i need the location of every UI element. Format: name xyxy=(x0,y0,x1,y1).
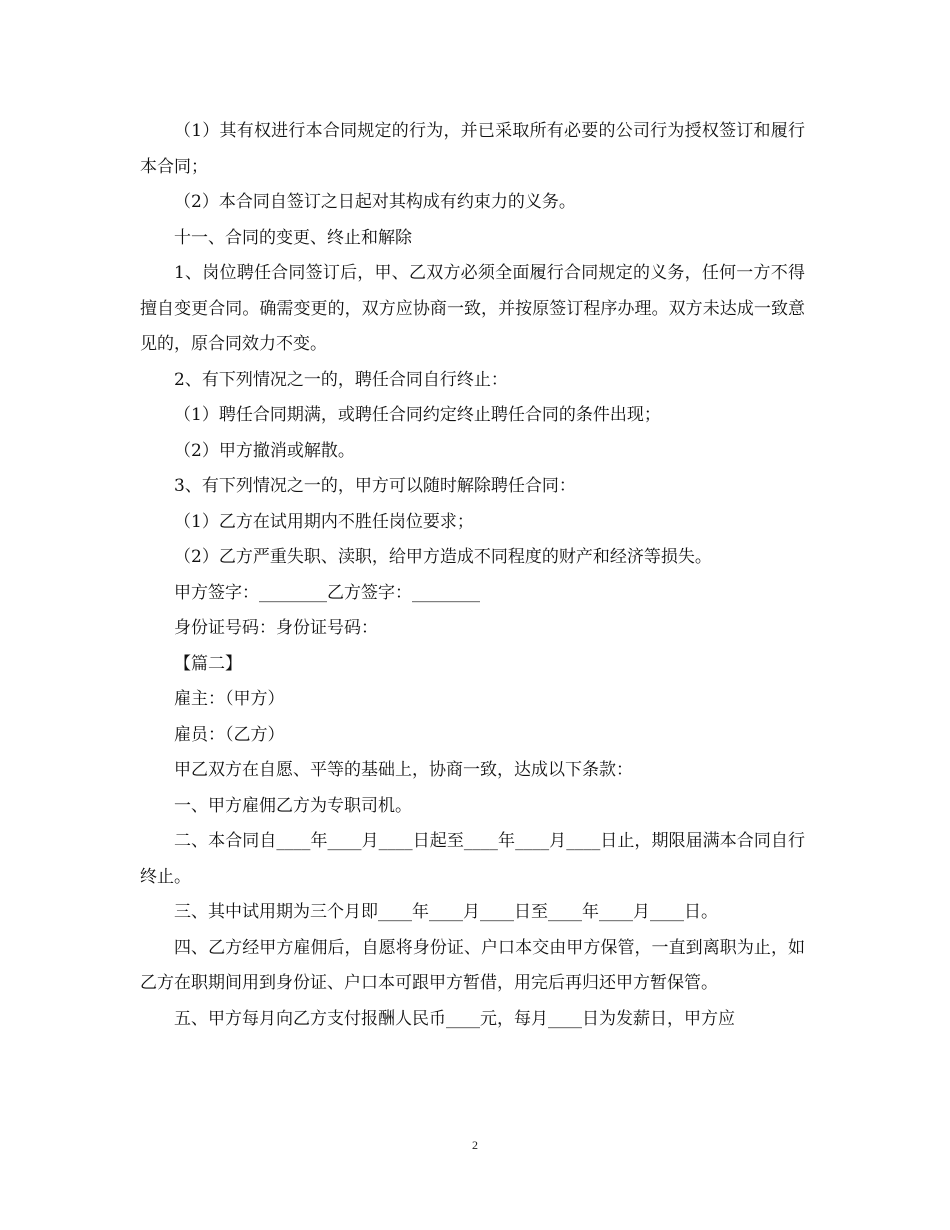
paragraph-4: 1、岗位聘任合同签订后，甲、乙双方必须全面履行合同规定的义务，任何一方不得擅自变更合同。确需变更的，双方应协商一致，并按原签订程序办理。双方未达成一致意见的，原合同效力不变。 xyxy=(140,263,805,354)
clause-three: 三、其中试用期为三个月即____年____月____日至____年____月____日。 xyxy=(174,902,718,922)
document-body xyxy=(140,114,805,1037)
clause-four: 四、乙方经甲方雇佣后，自愿将身份证、户口本交由甲方保管，一直到离职为止，如乙方在职期间用到身份证、户口本可跟甲方暂借，用完后再归还甲方暂保管。 xyxy=(140,937,805,993)
paragraph-9: （1）乙方在试用期内不胜任岗位要求； xyxy=(174,511,474,532)
employee-line: 雇员：（乙方） xyxy=(174,724,285,745)
page-number: 2 xyxy=(472,1138,478,1152)
section-heading-eleven: 十一、合同的变更、终止和解除 xyxy=(174,227,412,248)
employer-line: 雇主：（甲方） xyxy=(174,689,285,709)
paragraph-8: 3、有下列情况之一的，甲方可以随时解除聘任合同： xyxy=(174,476,576,496)
paragraph-5: 2、有下列情况之一的，聘任合同自行终止： xyxy=(174,369,508,390)
paragraph-2: （2）本合同自签订之日起对其构成有约束力的义务。 xyxy=(174,192,576,212)
paragraph-1: （1）其有权进行本合同规定的行为，并已采取所有必要的公司行为授权签订和履行本合同； xyxy=(140,121,805,177)
section-heading-part-two: 【篇二】 xyxy=(174,653,242,674)
paragraph-10: （2）乙方严重失职、渎职，给甲方造成不同程度的财产和经济等损失。 xyxy=(174,547,712,567)
id-number-line: 身份证号码：身份证号码： xyxy=(174,618,378,638)
clause-five: 五、甲方每月向乙方支付报酬人民币____元，每月____日为发薪日，甲方应 xyxy=(174,1008,735,1029)
paragraph-6: （1）聘任合同期满，或聘任合同约定终止聘任合同的条件出现； xyxy=(174,405,661,425)
paragraph-16: 甲乙双方在自愿、平等的基础上，协商一致，达成以下条款： xyxy=(174,760,633,780)
signature-line: 甲方签字：________乙方签字：________ xyxy=(174,582,480,603)
clause-one: 一、甲方雇佣乙方为专职司机。 xyxy=(174,795,412,816)
clause-two: 二、本合同自____年____月____日起至____年____月____日止，期限届满本合同自行终止。 xyxy=(140,831,805,887)
paragraph-7: （2）甲方撤消或解散。 xyxy=(174,440,355,461)
